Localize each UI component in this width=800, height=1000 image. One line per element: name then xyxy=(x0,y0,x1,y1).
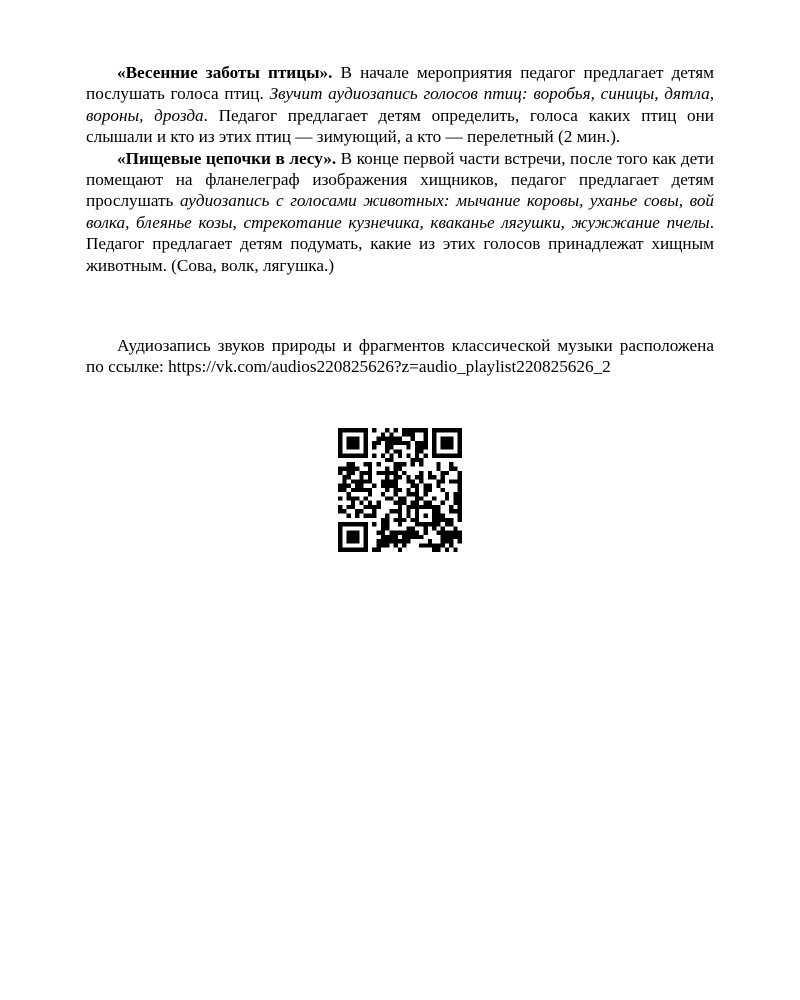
paragraph-title: «Весенние заботы птицы». xyxy=(117,63,333,82)
audio-link-note: Аудиозапись звуков природы и фрагментов классической музыки расположена по ссылке: https://vk.com/audios220825626?z=audio_playlist220825626_2 xyxy=(86,336,714,377)
document-page xyxy=(86,62,714,378)
paragraph-title: «Пищевые цепочки в лесу». xyxy=(117,148,337,168)
paragraph-text: . Педагог предлагает детям подумать, какие из этих голосов принадлежат хищным животным. (Сова, волк, лягушка.) xyxy=(86,212,714,275)
paragraph-italic-text: Звучит аудиозапись голосов птиц: воробья, синицы, дятла, вороны, дрозда xyxy=(86,84,714,125)
paragraph-text: В конце первой части встречи, после того как дети помещают на фланелеграф изображения хищников, педагог предлагает детям прослушать xyxy=(86,148,714,211)
paragraph-food-chains xyxy=(86,148,714,276)
paragraph-text: . Педагог предлагает детям определить, голоса каких птиц они слышали и кто из этих птиц — зимующий, а кто — перелетный (2 мин.). xyxy=(86,105,714,147)
paragraph-text: В начале мероприятия педагог предлагает детям послушать голоса птиц. xyxy=(86,63,715,104)
paragraph-italic-text: аудиозапись с голосами животных: мычание коровы, уханье совы, вой волка, блеянье козы, стрекотание кузнечика, кваканье лягушки, жужжание пчелы xyxy=(86,191,715,232)
qr-code-icon xyxy=(338,428,462,552)
paragraph-spring-cares xyxy=(86,62,714,148)
qr-code-graphic xyxy=(338,428,462,552)
